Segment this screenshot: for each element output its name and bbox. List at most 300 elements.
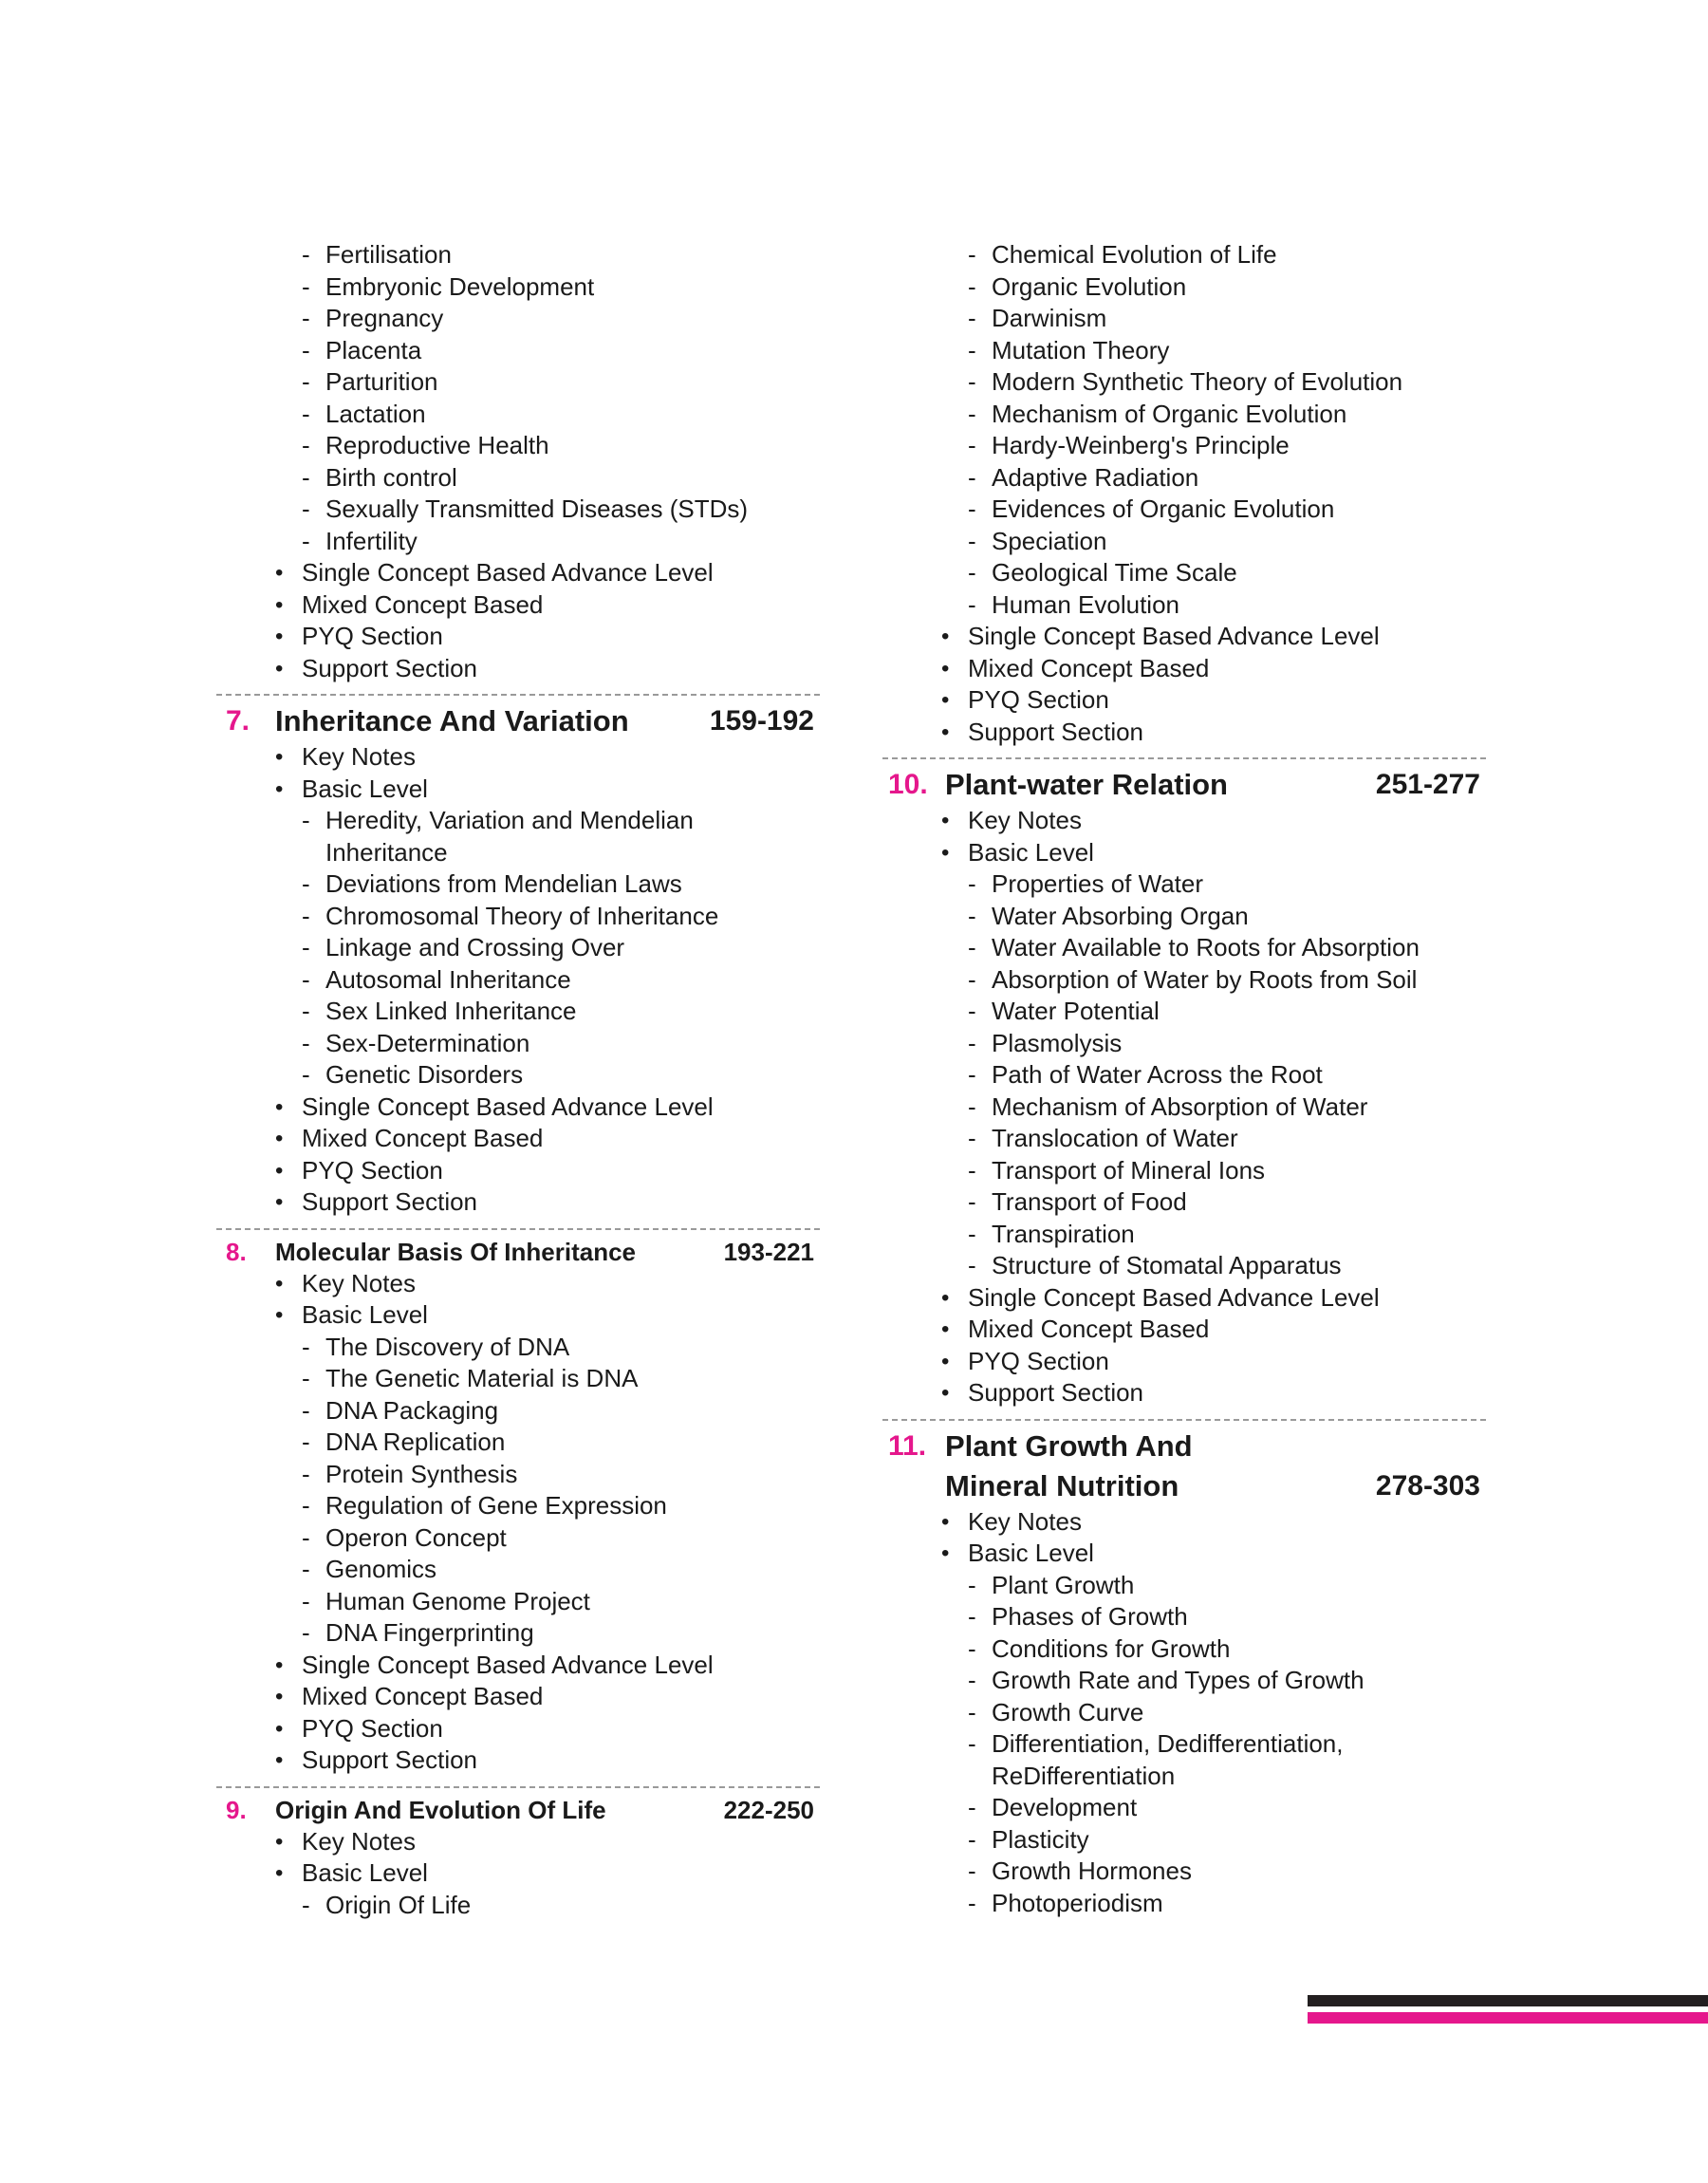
dash-marker: - bbox=[302, 1459, 310, 1488]
chapter-pages: 193-221 bbox=[723, 1237, 814, 1266]
left-intro-bullets bbox=[216, 557, 820, 684]
chapter-10-subtopics bbox=[882, 868, 1486, 1282]
dash-marker: - bbox=[302, 1618, 310, 1647]
subtopic-item bbox=[216, 1586, 820, 1618]
subtopic-label: Properties of Water bbox=[992, 869, 1204, 898]
bullet-label: Mixed Concept Based bbox=[968, 1315, 1210, 1343]
subtopic-item bbox=[882, 996, 1486, 1028]
bullet-marker: • bbox=[275, 1302, 284, 1328]
dash-marker: - bbox=[968, 1187, 976, 1216]
dash-marker: - bbox=[302, 494, 310, 523]
chapter-pages: 251-277 bbox=[1375, 769, 1480, 800]
subtopic-label: Organic Evolution bbox=[992, 271, 1187, 301]
chapter-10-heading bbox=[882, 765, 1486, 805]
bullet-marker: • bbox=[275, 1157, 284, 1184]
chapter-9-subtopics bbox=[216, 1890, 820, 1922]
subtopic-label: Embryonic Development bbox=[325, 271, 595, 301]
subtopic-item bbox=[216, 399, 820, 431]
dash-marker: - bbox=[302, 1522, 310, 1552]
dash-marker: - bbox=[302, 1555, 310, 1583]
subtopic-item bbox=[216, 837, 820, 869]
dash-marker: - bbox=[302, 901, 310, 930]
bullet-marker: • bbox=[941, 687, 950, 713]
bullet-marker: • bbox=[275, 1715, 284, 1742]
dash-marker: - bbox=[302, 1491, 310, 1520]
subtopic-label: Genetic Disorders bbox=[325, 1060, 524, 1089]
bullet-item bbox=[216, 1857, 820, 1890]
subtopic-item bbox=[882, 462, 1486, 494]
dash-marker: - bbox=[968, 526, 976, 555]
bullet-label: Mixed Concept Based bbox=[302, 589, 544, 619]
subtopic-item bbox=[882, 335, 1486, 367]
subtopic-label: Mutation Theory bbox=[992, 335, 1170, 364]
bullet-marker: • bbox=[275, 1651, 284, 1678]
bullet-label: Single Concept Based Advance Level bbox=[302, 1650, 714, 1679]
dash-marker: - bbox=[302, 933, 310, 961]
chapter-pages: 159-192 bbox=[709, 705, 814, 737]
subtopic-item bbox=[216, 494, 820, 526]
subtopic-item bbox=[882, 1888, 1486, 1920]
subtopic-label: Transport of Food bbox=[992, 1187, 1187, 1216]
bullet-item bbox=[216, 1826, 820, 1858]
subtopic-label: Water Potential bbox=[992, 997, 1160, 1025]
subtopic-label: Modern Synthetic Theory of Evolution bbox=[992, 367, 1403, 396]
bullet-item bbox=[216, 1155, 820, 1187]
dash-marker: - bbox=[302, 1364, 310, 1392]
bullet-item bbox=[216, 589, 820, 622]
divider bbox=[216, 694, 820, 696]
bullet-marker: • bbox=[275, 1126, 284, 1151]
bullet-marker: • bbox=[275, 775, 284, 802]
subtopic-item bbox=[882, 239, 1486, 271]
bullet-item bbox=[882, 1314, 1486, 1346]
dash-marker: - bbox=[968, 964, 976, 994]
dash-marker: - bbox=[968, 367, 976, 396]
chapter-8-heading bbox=[216, 1236, 820, 1268]
subtopic-item bbox=[216, 1332, 820, 1364]
dash-marker: - bbox=[302, 1890, 310, 1919]
bullet-label: Single Concept Based Advance Level bbox=[302, 1092, 714, 1121]
subtopic-label: Mechanism of Organic Evolution bbox=[992, 399, 1347, 428]
subtopic-label: Transpiration bbox=[992, 1219, 1135, 1248]
bullet-item bbox=[882, 717, 1486, 749]
subtopic-label: Adaptive Radiation bbox=[992, 462, 1199, 492]
dash-marker: - bbox=[302, 431, 310, 459]
dash-marker: - bbox=[968, 1092, 976, 1121]
subtopic-item bbox=[216, 1427, 820, 1459]
bullet-item bbox=[216, 1745, 820, 1777]
subtopic-item bbox=[216, 239, 820, 271]
bullet-label: PYQ Section bbox=[302, 622, 443, 650]
subtopic-label: Darwinism bbox=[992, 304, 1107, 332]
bullet-item bbox=[216, 621, 820, 653]
dash-marker: - bbox=[968, 271, 976, 301]
dash-marker: - bbox=[968, 1251, 976, 1279]
subtopic-item bbox=[216, 1554, 820, 1586]
subtopic-label: Growth Rate and Types of Growth bbox=[992, 1666, 1365, 1694]
bullet-label: Key Notes bbox=[302, 1268, 416, 1297]
bullet-item bbox=[216, 1092, 820, 1124]
subtopic-label: ReDifferentiation bbox=[992, 1761, 1176, 1790]
dash-marker: - bbox=[302, 964, 310, 994]
bullet-item bbox=[882, 1538, 1486, 1570]
dash-marker: - bbox=[302, 1332, 310, 1361]
subtopic-label: Heredity, Variation and Mendelian bbox=[325, 806, 694, 834]
subtopic-item bbox=[216, 430, 820, 462]
bullet-marker: • bbox=[941, 655, 950, 681]
subtopic-item bbox=[216, 1059, 820, 1092]
chapter-pages: 222-250 bbox=[723, 1795, 814, 1824]
dash-marker: - bbox=[302, 304, 310, 332]
bullet-label: Support Section bbox=[968, 717, 1144, 746]
bullet-item bbox=[882, 805, 1486, 837]
subtopic-label: Water Absorbing Organ bbox=[992, 901, 1249, 930]
subtopic-label: Placenta bbox=[325, 335, 422, 364]
chapter-number: 7. bbox=[226, 705, 251, 737]
chapter-pages: 278-303 bbox=[1375, 1469, 1480, 1502]
chapter-number: 10. bbox=[888, 769, 928, 800]
bullet-label: Single Concept Based Advance Level bbox=[968, 622, 1380, 650]
dash-marker: - bbox=[968, 1888, 976, 1917]
dash-marker: - bbox=[968, 1028, 976, 1057]
dash-marker: - bbox=[968, 304, 976, 332]
chapter-9-heading bbox=[216, 1794, 820, 1826]
subtopic-item bbox=[216, 1363, 820, 1395]
subtopic-label: Chemical Evolution of Life bbox=[992, 240, 1277, 269]
chapter-10-bullets-bottom bbox=[882, 1282, 1486, 1409]
chapter-8-subtopics bbox=[216, 1332, 820, 1650]
chapter-number: 9. bbox=[226, 1795, 247, 1824]
bullet-label: Basic Level bbox=[968, 1539, 1094, 1567]
subtopic-item bbox=[216, 996, 820, 1028]
bullet-item bbox=[882, 1282, 1486, 1315]
bullet-item bbox=[882, 653, 1486, 685]
subtopic-label: Human Genome Project bbox=[325, 1586, 590, 1615]
subtopic-item bbox=[882, 1792, 1486, 1824]
subtopic-label: Parturition bbox=[325, 367, 438, 396]
dash-marker: - bbox=[968, 1856, 976, 1885]
bullet-item bbox=[216, 653, 820, 685]
subtopic-label: DNA Fingerprinting bbox=[325, 1618, 534, 1647]
subtopic-label: DNA Packaging bbox=[325, 1395, 499, 1425]
bullet-marker: • bbox=[275, 560, 284, 586]
subtopic-item bbox=[882, 399, 1486, 431]
subtopic-label: Evidences of Organic Evolution bbox=[992, 494, 1335, 523]
bullet-label: Mixed Concept Based bbox=[302, 1682, 544, 1710]
subtopic-label: DNA Replication bbox=[325, 1427, 506, 1456]
bullet-marker: • bbox=[941, 1540, 950, 1566]
bullet-item bbox=[882, 684, 1486, 717]
chapter-title: Origin And Evolution Of Life bbox=[275, 1795, 606, 1824]
dash-marker: - bbox=[968, 1824, 976, 1854]
subtopic-item bbox=[882, 932, 1486, 964]
subtopic-item bbox=[216, 964, 820, 997]
subtopic-label: Pregnancy bbox=[325, 304, 444, 332]
dash-marker: - bbox=[968, 494, 976, 523]
subtopic-item bbox=[216, 1490, 820, 1522]
dash-marker: - bbox=[968, 1219, 976, 1248]
subtopic-item bbox=[216, 1617, 820, 1650]
subtopic-label: Path of Water Across the Root bbox=[992, 1060, 1323, 1089]
subtopic-item bbox=[882, 1092, 1486, 1124]
bullet-marker: • bbox=[275, 1189, 284, 1215]
subtopic-item bbox=[216, 1522, 820, 1555]
subtopic-label: Water Available to Roots for Absorption bbox=[992, 933, 1420, 961]
dash-marker: - bbox=[302, 335, 310, 364]
bullet-item bbox=[882, 1346, 1486, 1378]
subtopic-item bbox=[216, 335, 820, 367]
chapter-11-subtopics bbox=[882, 1570, 1486, 1920]
dash-marker: - bbox=[968, 431, 976, 459]
dash-marker: - bbox=[302, 1586, 310, 1615]
subtopic-label: Linkage and Crossing Over bbox=[325, 933, 625, 961]
subtopic-item bbox=[882, 1155, 1486, 1187]
footer-bar-dark bbox=[1308, 1995, 1708, 2006]
subtopic-label: Sex-Determination bbox=[325, 1028, 530, 1057]
subtopic-label: Plant Growth bbox=[992, 1570, 1135, 1599]
subtopic-label: Deviations from Mendelian Laws bbox=[325, 869, 682, 898]
bullet-item bbox=[216, 1681, 820, 1713]
bullet-marker: • bbox=[275, 1747, 284, 1773]
subtopic-label: Chromosomal Theory of Inheritance bbox=[325, 901, 719, 930]
dash-marker: - bbox=[302, 271, 310, 301]
bullet-marker: • bbox=[941, 1284, 950, 1311]
subtopic-label: Protein Synthesis bbox=[325, 1459, 518, 1488]
subtopic-label: Mechanism of Absorption of Water bbox=[992, 1092, 1368, 1121]
subtopic-label: Conditions for Growth bbox=[992, 1633, 1231, 1663]
dash-marker: - bbox=[968, 589, 976, 619]
subtopic-label: Plasticity bbox=[992, 1824, 1089, 1854]
chapter-8-bullets-top bbox=[216, 1268, 820, 1332]
bullet-label: Basic Level bbox=[302, 1300, 428, 1329]
dash-marker: - bbox=[302, 399, 310, 428]
chapter-7-subtopics bbox=[216, 805, 820, 1092]
dash-marker: - bbox=[968, 1666, 976, 1694]
subtopic-item bbox=[216, 901, 820, 933]
left-intro-subtopics bbox=[216, 239, 820, 557]
subtopic-label: Transport of Mineral Ions bbox=[992, 1155, 1266, 1185]
subtopic-label: Geological Time Scale bbox=[992, 558, 1237, 587]
footer-bars bbox=[1308, 1995, 1708, 2024]
subtopic-label: Lactation bbox=[325, 399, 426, 428]
subtopic-item bbox=[882, 901, 1486, 933]
bullet-marker: • bbox=[941, 808, 950, 833]
subtopic-item bbox=[882, 526, 1486, 558]
bullet-label: PYQ Section bbox=[968, 1346, 1109, 1375]
bullet-marker: • bbox=[275, 744, 284, 770]
bullet-item bbox=[882, 1377, 1486, 1409]
subtopic-item bbox=[882, 1186, 1486, 1219]
bullet-item bbox=[216, 1123, 820, 1155]
subtopic-item bbox=[882, 1059, 1486, 1092]
subtopic-item bbox=[216, 366, 820, 399]
subtopic-item bbox=[882, 1219, 1486, 1251]
bullet-label: Single Concept Based Advance Level bbox=[302, 558, 714, 587]
subtopic-label: Absorption of Water by Roots from Soil bbox=[992, 964, 1418, 994]
bullet-marker: • bbox=[275, 1684, 284, 1709]
chapter-title: Plant-water Relation bbox=[945, 768, 1228, 801]
bullet-marker: • bbox=[275, 1860, 284, 1886]
subtopic-item bbox=[882, 1728, 1486, 1761]
bullet-label: Mixed Concept Based bbox=[302, 1124, 544, 1152]
chapter-9-bullets-top bbox=[216, 1826, 820, 1890]
dash-marker: - bbox=[968, 1697, 976, 1726]
subtopic-item bbox=[882, 1856, 1486, 1888]
subtopic-label: Growth Curve bbox=[992, 1697, 1144, 1726]
bullet-marker: • bbox=[941, 1380, 950, 1406]
chapter-number: 11. bbox=[888, 1429, 927, 1462]
bullet-label: Support Section bbox=[302, 653, 478, 682]
subtopic-label: Growth Hormones bbox=[992, 1856, 1192, 1885]
subtopic-label: Sexually Transmitted Diseases (STDs) bbox=[325, 494, 749, 523]
chapter-title-line1: Plant Growth And bbox=[945, 1428, 1193, 1463]
left-column bbox=[216, 239, 820, 1921]
chapter-title: Inheritance And Variation bbox=[275, 704, 629, 737]
subtopic-item bbox=[882, 303, 1486, 335]
bullet-label: Key Notes bbox=[302, 1826, 416, 1856]
dash-marker: - bbox=[302, 997, 310, 1025]
subtopic-label: Differentiation, Dedifferentiation, bbox=[992, 1729, 1344, 1758]
subtopic-item bbox=[216, 1395, 820, 1427]
subtopic-item bbox=[216, 1459, 820, 1491]
subtopic-item bbox=[882, 494, 1486, 526]
subtopic-label: Plasmolysis bbox=[992, 1028, 1123, 1057]
subtopic-label: Operon Concept bbox=[325, 1522, 507, 1552]
bullet-marker: • bbox=[941, 624, 950, 649]
bullet-label: PYQ Section bbox=[968, 685, 1109, 714]
subtopic-label: Translocation of Water bbox=[992, 1124, 1238, 1152]
bullet-item bbox=[216, 1713, 820, 1745]
bullet-marker: • bbox=[275, 655, 284, 681]
dash-marker: - bbox=[968, 240, 976, 269]
bullet-item bbox=[216, 741, 820, 774]
subtopic-item bbox=[882, 1824, 1486, 1856]
dash-marker: - bbox=[968, 1060, 976, 1089]
dash-marker: - bbox=[968, 1124, 976, 1152]
bullet-marker: • bbox=[941, 1316, 950, 1342]
bullet-marker: • bbox=[941, 839, 950, 866]
subtopic-label: Autosomal Inheritance bbox=[325, 964, 571, 994]
divider bbox=[216, 1228, 820, 1230]
subtopic-label: Phases of Growth bbox=[992, 1602, 1188, 1631]
subtopic-label: Reproductive Health bbox=[325, 431, 549, 459]
dash-marker: - bbox=[968, 335, 976, 364]
subtopic-label: The Genetic Material is DNA bbox=[325, 1364, 639, 1392]
dash-marker: - bbox=[302, 806, 310, 834]
subtopic-item bbox=[882, 1028, 1486, 1060]
subtopic-item bbox=[882, 366, 1486, 399]
subtopic-item bbox=[882, 1697, 1486, 1729]
subtopic-item bbox=[882, 589, 1486, 622]
bullet-marker: • bbox=[941, 1348, 950, 1374]
chapter-7-bullets-bottom bbox=[216, 1092, 820, 1219]
subtopic-item bbox=[216, 805, 820, 837]
subtopic-label: Sex Linked Inheritance bbox=[325, 997, 577, 1025]
right-intro-bullets bbox=[882, 621, 1486, 748]
divider bbox=[882, 757, 1486, 759]
chapter-title: Molecular Basis Of Inheritance bbox=[275, 1237, 637, 1266]
footer-bar-pink bbox=[1308, 2012, 1708, 2024]
dash-marker: - bbox=[968, 933, 976, 961]
subtopic-item bbox=[216, 932, 820, 964]
dash-marker: - bbox=[968, 462, 976, 492]
dash-marker: - bbox=[302, 1060, 310, 1089]
chapter-11-heading bbox=[882, 1427, 1486, 1506]
subtopic-label: Origin Of Life bbox=[325, 1890, 472, 1919]
chapter-number: 8. bbox=[226, 1237, 247, 1266]
subtopic-label: Speciation bbox=[992, 526, 1107, 555]
subtopic-label: Regulation of Gene Expression bbox=[325, 1491, 667, 1520]
subtopic-label: Birth control bbox=[325, 462, 457, 492]
subtopic-label: Photoperiodism bbox=[992, 1888, 1163, 1917]
bullet-label: Support Section bbox=[302, 1187, 478, 1216]
bullet-label: Key Notes bbox=[968, 806, 1082, 834]
subtopic-item bbox=[216, 1028, 820, 1060]
dash-marker: - bbox=[302, 1028, 310, 1057]
subtopic-label: Hardy-Weinberg's Principle bbox=[992, 431, 1290, 459]
subtopic-item bbox=[216, 868, 820, 901]
chapter-10-bullets-top bbox=[882, 805, 1486, 868]
bullet-label: PYQ Section bbox=[302, 1713, 443, 1743]
bullet-label: Single Concept Based Advance Level bbox=[968, 1282, 1380, 1312]
chapter-7-bullets-top bbox=[216, 741, 820, 805]
bullet-item bbox=[216, 1299, 820, 1332]
subtopic-label: Fertilisation bbox=[325, 240, 452, 269]
dash-marker: - bbox=[302, 869, 310, 898]
chapter-11-bullets-top bbox=[882, 1506, 1486, 1570]
bullet-label: Support Section bbox=[968, 1378, 1144, 1407]
subtopic-label: The Discovery of DNA bbox=[325, 1332, 570, 1361]
bullet-item bbox=[216, 1268, 820, 1300]
subtopic-item bbox=[216, 526, 820, 558]
dash-marker: - bbox=[968, 869, 976, 898]
bullet-label: Support Section bbox=[302, 1745, 478, 1774]
bullet-marker: • bbox=[941, 1508, 950, 1535]
bullet-label: Basic Level bbox=[968, 837, 1094, 867]
bullet-item bbox=[216, 774, 820, 806]
subtopic-item bbox=[882, 868, 1486, 901]
bullet-label: Key Notes bbox=[968, 1506, 1082, 1536]
subtopic-item bbox=[882, 557, 1486, 589]
bullet-label: Key Notes bbox=[302, 742, 416, 771]
subtopic-item bbox=[882, 1761, 1486, 1793]
dash-marker: - bbox=[968, 1729, 976, 1758]
bullet-item bbox=[216, 1650, 820, 1682]
dash-marker: - bbox=[302, 367, 310, 396]
subtopic-item bbox=[882, 1570, 1486, 1602]
dash-marker: - bbox=[968, 1793, 976, 1821]
dash-marker: - bbox=[968, 1155, 976, 1185]
subtopic-item bbox=[216, 462, 820, 494]
dash-marker: - bbox=[302, 240, 310, 269]
subtopic-item bbox=[882, 1601, 1486, 1633]
bullet-label: PYQ Section bbox=[302, 1155, 443, 1185]
dash-marker: - bbox=[302, 526, 310, 555]
bullet-label: Basic Level bbox=[302, 774, 428, 803]
dash-marker: - bbox=[968, 558, 976, 587]
divider bbox=[216, 1786, 820, 1788]
chapter-8-bullets-bottom bbox=[216, 1650, 820, 1777]
dash-marker: - bbox=[968, 399, 976, 428]
subtopic-label: Infertility bbox=[325, 526, 418, 555]
dash-marker: - bbox=[968, 901, 976, 930]
bullet-item bbox=[882, 837, 1486, 869]
bullet-label: Basic Level bbox=[302, 1858, 428, 1887]
subtopic-label: Inheritance bbox=[325, 837, 448, 867]
bullet-marker: • bbox=[275, 1270, 284, 1297]
subtopic-item bbox=[882, 1633, 1486, 1666]
dash-marker: - bbox=[302, 1395, 310, 1425]
